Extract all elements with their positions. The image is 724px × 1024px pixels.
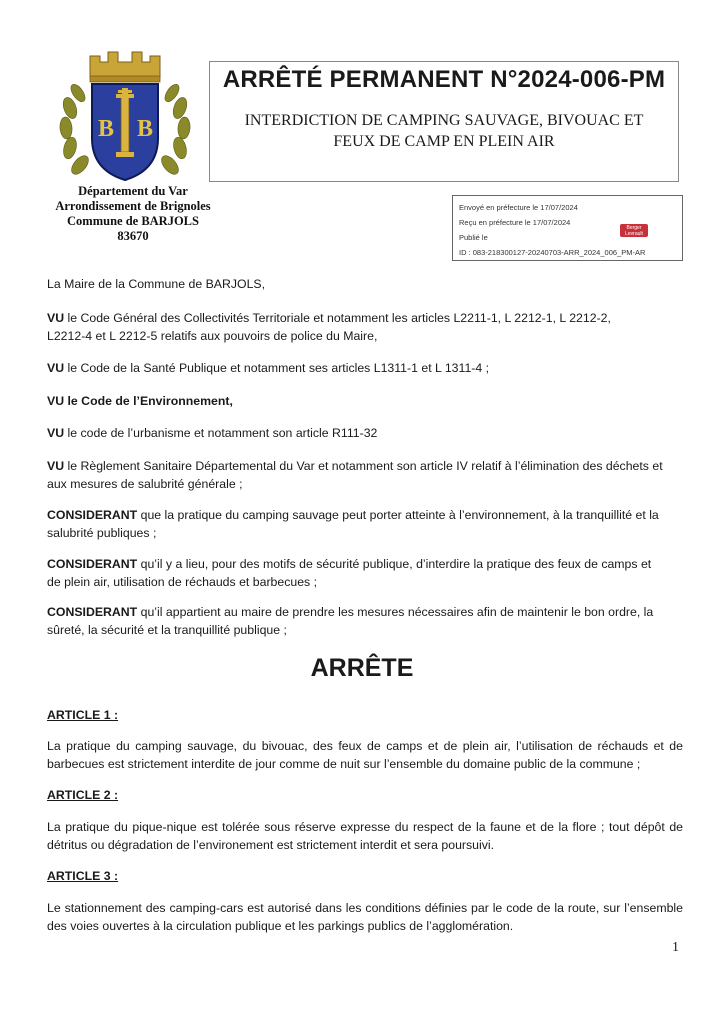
considerant-label: CONSIDERANT (47, 557, 138, 571)
department-line: Département du Var (78, 184, 188, 198)
vu-reglement-sanitaire (47, 457, 683, 493)
badge-line-2: Levrault (625, 231, 643, 237)
stamp-id: ID : 083-218300127-20240703-ARR_2024_006_PM-AR (459, 248, 646, 257)
vu-text: le Code de la Santé Publique et notamment ses articles L1311-1 et L 1311-4 ; (64, 361, 490, 375)
considerant-securite (47, 555, 683, 591)
vu-label: VU (47, 459, 65, 473)
considerant-text: qu’il appartient au maire de prendre les mesures nécessaires afin de maintenir le bon ordre, la (137, 605, 654, 619)
mayor-intro: La Maire de la Commune de BARJOLS, (47, 277, 266, 291)
vu-label: VU (47, 361, 65, 375)
vu-text: le code de l’urbanisme et notamment son article R111-32 (64, 426, 378, 440)
considerant-text: salubrité publiques ; (47, 526, 157, 540)
article-2-text: La pratique du pique-nique est tolérée sous réserve expresse du respect de la faune et de la flore ; tout dépôt de détritus ou dégradation de l’environement est strictement interdit et sera poursuivi. (47, 820, 683, 852)
vu-text: le Code Général des Collectivités Territoriale et notamment les articles L2211-1, L 2212-1, L 2212-2, (64, 311, 611, 325)
stamp-sent: Envoyé en préfecture le 17/07/2024 (459, 203, 578, 212)
vu-text: aux mesures de salubrité générale ; (47, 477, 243, 491)
considerant-text: sûreté, la sécurité et la tranquillité publique ; (47, 623, 287, 637)
article-2-title: ARTICLE 2 : (47, 788, 119, 802)
crest-letter-right: B (136, 116, 154, 142)
title-box (209, 61, 679, 182)
arrete-heading: ARRÊTE (310, 654, 414, 682)
prefecture-stamp (452, 195, 683, 261)
article-1-title: ARTICLE 1 : (47, 708, 119, 722)
badge-line-1: Berger (626, 225, 642, 231)
commune-line: Commune de BARJOLS (67, 214, 199, 228)
considerant-text: de plein air, utilisation de réchauds et barbecues ; (47, 575, 318, 589)
crest-letter-left: B (97, 116, 115, 142)
stamp-received: Reçu en préfecture le 17/07/2024 (459, 218, 571, 227)
considerant-text: qu’il y a lieu, pour des motifs de sécurité publique, d’interdire la pratique des feux de camps et (137, 557, 652, 571)
document-title: ARRÊTÉ PERMANENT N°2024-006-PM (222, 66, 666, 93)
vu-environnement (47, 392, 683, 410)
subtitle-line-1: INTERDICTION DE CAMPING SAUVAGE, BIVOUAC ET (244, 112, 644, 129)
considerant-environnement (47, 506, 683, 542)
vu-sante (47, 359, 683, 377)
vu-urbanisme (47, 424, 683, 442)
vu-label: VU (47, 394, 65, 408)
considerant-text: que la pratique du camping sauvage peut porter atteinte à l’environnement, à la tranquillité et la (137, 508, 659, 522)
commune-coat-of-arms (50, 48, 200, 188)
page-number: 1 (672, 940, 679, 955)
document-subtitle (220, 110, 668, 152)
considerant-label: CONSIDERANT (47, 508, 138, 522)
considerant-ordre (47, 603, 683, 639)
vu-text: L2212-4 et L 2212-5 relatifs aux pouvoirs de police du Maire, (47, 329, 378, 343)
berger-levrault-logo (620, 224, 648, 237)
vu-cgct (47, 309, 683, 345)
considerant-label: CONSIDERANT (47, 605, 138, 619)
stamp-published: Publié le (459, 233, 488, 242)
postal-code: 83670 (117, 229, 149, 243)
subtitle-line-2: FEUX DE CAMP EN PLEIN AIR (333, 133, 555, 150)
department-block (38, 184, 228, 244)
vu-label: VU (47, 426, 65, 440)
vu-text: le Code de l’Environnement, (64, 394, 233, 408)
article-1-text: La pratique du camping sauvage, du bivouac, des feux de camps et de plein air, l’utilisation de réchauds et de barbecues est strictement interdite de jour comme de nuit sur l’ensemble du domaine public de la commune ; (47, 739, 683, 771)
article-3-title: ARTICLE 3 : (47, 869, 119, 883)
article-3-text: Le stationnement des camping-cars est autorisé dans les conditions définies par le code de la route, sur l’ensemble des voies ouvertes à la circulation publique et les parkings publics de l’agglomération. (47, 901, 683, 933)
vu-label: VU (47, 311, 65, 325)
arrondissement-line: Arrondissement de Brignoles (55, 199, 211, 213)
vu-text: le Règlement Sanitaire Départemental du Var et notamment son article IV relatif à l’élimination des déchets et (64, 459, 663, 473)
